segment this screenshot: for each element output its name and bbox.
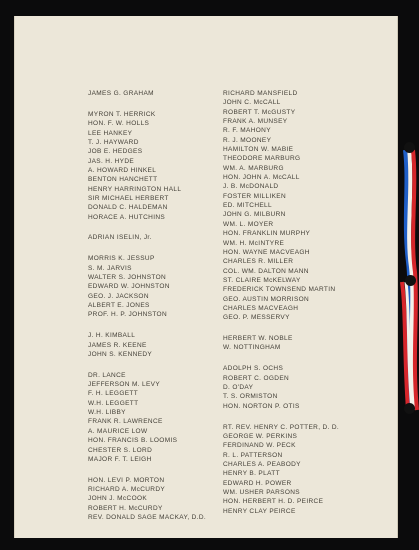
menu-card <box>14 16 398 538</box>
guest-name: SIR MICHAEL HERBERT <box>88 194 169 202</box>
guest-name: FERDINAND W. PECK <box>223 442 296 450</box>
guest-name: F. H. LEGGETT <box>88 390 139 398</box>
guest-name: HON. JOHN A. McCALL <box>223 174 300 182</box>
guest-name: ROBERT H. McCURDY <box>88 504 163 512</box>
guest-name: HON. NORTON P. OTIS <box>223 402 300 410</box>
guest-name: MORRIS K. JESSUP <box>88 255 155 263</box>
guest-name: HON. LEVI P. MORTON <box>88 476 165 484</box>
name-group <box>223 91 339 325</box>
name-group <box>88 333 206 361</box>
guest-name: J. H. KIMBALL <box>88 332 136 340</box>
guest-name: WM. USHER PARSONS <box>223 488 300 496</box>
guest-name: ALBERT E. JONES <box>88 302 150 310</box>
guest-name: GEO. J. JACKSON <box>88 292 149 300</box>
guest-name: HORACE A. HUTCHINS <box>88 213 166 221</box>
guest-name: ADRIAN ISELIN, Jr. <box>88 234 152 242</box>
guest-name: R. F. MAHONY <box>223 127 271 135</box>
guest-name: DR. LANCE <box>88 371 126 379</box>
name-group <box>223 336 339 355</box>
guest-name: CHARLES MACVEAGH <box>223 304 299 312</box>
guest-name: JOHN G. MILBURN <box>223 211 286 219</box>
guest-name: HON. F. W. HOLLS <box>88 120 150 128</box>
guest-name: R. J. MOONEY <box>223 136 272 144</box>
guest-name: JOHN C. McCALL <box>223 99 281 107</box>
guest-name: JOB E. HEDGES <box>88 148 143 156</box>
guest-name: FRANK A. MUNSEY <box>223 118 288 126</box>
guest-name: RICHARD A. McCURDY <box>88 486 166 494</box>
guest-name: LEE HANKEY <box>88 129 133 137</box>
guest-name: R. L. PATTERSON <box>223 451 283 459</box>
guest-name: REV. DONALD SAGE MACKAY, D.D. <box>88 514 207 522</box>
name-group <box>88 91 206 100</box>
guest-name: JOHN S. KENNEDY <box>88 350 153 358</box>
guest-name: GEORGE W. PERKINS <box>223 432 298 440</box>
guest-name: D. O'DAY <box>223 383 254 391</box>
ribbon-knot-bottom <box>404 403 415 414</box>
guest-name: MYRON T. HERRICK <box>88 110 156 118</box>
guest-name: WM. A. MARBURG <box>223 164 284 172</box>
guest-name: FRANK R. LAWRENCE <box>88 418 163 426</box>
guest-name: JAS. H. HYDE <box>88 157 135 165</box>
guest-name: COL. WM. DALTON MANN <box>223 267 309 275</box>
guest-name: RT. REV. HENRY C. POTTER, D. D. <box>223 423 340 431</box>
guest-name: WM. H. McINTYRE <box>223 239 285 247</box>
name-group <box>223 425 339 518</box>
guest-name: EDWARD W. JOHNSTON <box>88 283 170 291</box>
guest-name: RICHARD MANSFIELD <box>223 90 298 97</box>
guest-name: JEFFERSON M. LEVY <box>88 381 161 389</box>
guest-name: WM. L. MOYER <box>223 220 274 228</box>
guest-name: WALTER S. JOHNSTON <box>88 274 167 281</box>
guest-name: GEO. AUSTIN MORRISON <box>223 295 310 303</box>
guest-name: T. J. HAYWARD <box>88 138 139 146</box>
guest-name: ED. MITCHELL <box>223 202 272 210</box>
guest-name: EDWARD H. POWER <box>223 479 292 487</box>
guest-name: HON. HERBERT H. D. PEIRCE <box>223 498 324 506</box>
guest-name: T. S. ORMISTON <box>223 393 278 401</box>
guest-name: PROF. H. P. JOHNSTON <box>88 311 167 319</box>
name-group <box>88 235 206 244</box>
guest-name: ROBERT C. OGDEN <box>223 374 290 382</box>
guest-name: S. M. JARVIS <box>88 264 132 272</box>
ribbon-knot-top <box>404 142 415 153</box>
guest-name: CHESTER S. LORD <box>88 446 153 454</box>
guest-name: J. B. McDONALD <box>223 183 279 191</box>
guest-name: FOSTER MILLIKEN <box>223 192 287 200</box>
guest-name: DONALD C. HALDEMAN <box>88 204 168 212</box>
guest-name: JOHN J. McCOOK <box>88 495 148 503</box>
guest-name: HON. WAYNE MACVEAGH <box>223 248 310 256</box>
guest-name: ADOLPH S. OCHS <box>223 365 284 373</box>
ribbon-knot-middle <box>405 275 416 286</box>
name-group <box>88 478 206 525</box>
guest-name: HON. FRANKLIN MURPHY <box>223 230 311 238</box>
guest-name: CHARLES R. MILLER <box>223 258 294 266</box>
guest-name: THEODORE MARBURG <box>223 155 301 163</box>
guest-name: W.H. LEGGETT <box>88 399 139 407</box>
guest-name: HENRY HARRINGTON HALL <box>88 185 182 193</box>
guest-name: GEO. P. MESSERVY <box>223 314 290 322</box>
guest-name: ST. CLAIRE McKELWAY <box>223 276 301 284</box>
guest-name: W. NOTTINGHAM <box>223 344 281 352</box>
guest-name: JAMES G. GRAHAM <box>88 90 154 97</box>
guest-name: CHARLES A. PEABODY <box>223 460 301 468</box>
name-group <box>88 373 206 466</box>
guest-name: BENTON HANCHETT <box>88 176 158 184</box>
guest-name: MAJOR F. T. LEIGH <box>88 455 152 463</box>
guest-name: W.H. LIBBY <box>88 409 126 417</box>
name-group <box>88 112 206 224</box>
name-group <box>223 366 339 413</box>
guest-name: HENRY B. PLATT <box>223 470 280 478</box>
guest-name: HON. FRANCIS B. LOOMIS <box>88 437 178 445</box>
names-column-left <box>88 91 206 536</box>
guest-name: HERBERT W. NOBLE <box>223 335 293 343</box>
name-group <box>88 256 206 321</box>
guest-name: HENRY CLAY PEIRCE <box>223 507 296 515</box>
guest-name: A. HOWARD HINKEL <box>88 166 157 174</box>
guest-name: JAMES R. KEENE <box>88 341 147 349</box>
names-column-right <box>223 91 339 529</box>
guest-name: HAMILTON W. MABIE <box>223 146 294 154</box>
guest-name: ROBERT T. McGUSTY <box>223 108 296 116</box>
guest-name: A. MAURICE LOW <box>88 427 148 435</box>
guest-name: FREDERICK TOWNSEND MARTIN <box>223 286 336 294</box>
